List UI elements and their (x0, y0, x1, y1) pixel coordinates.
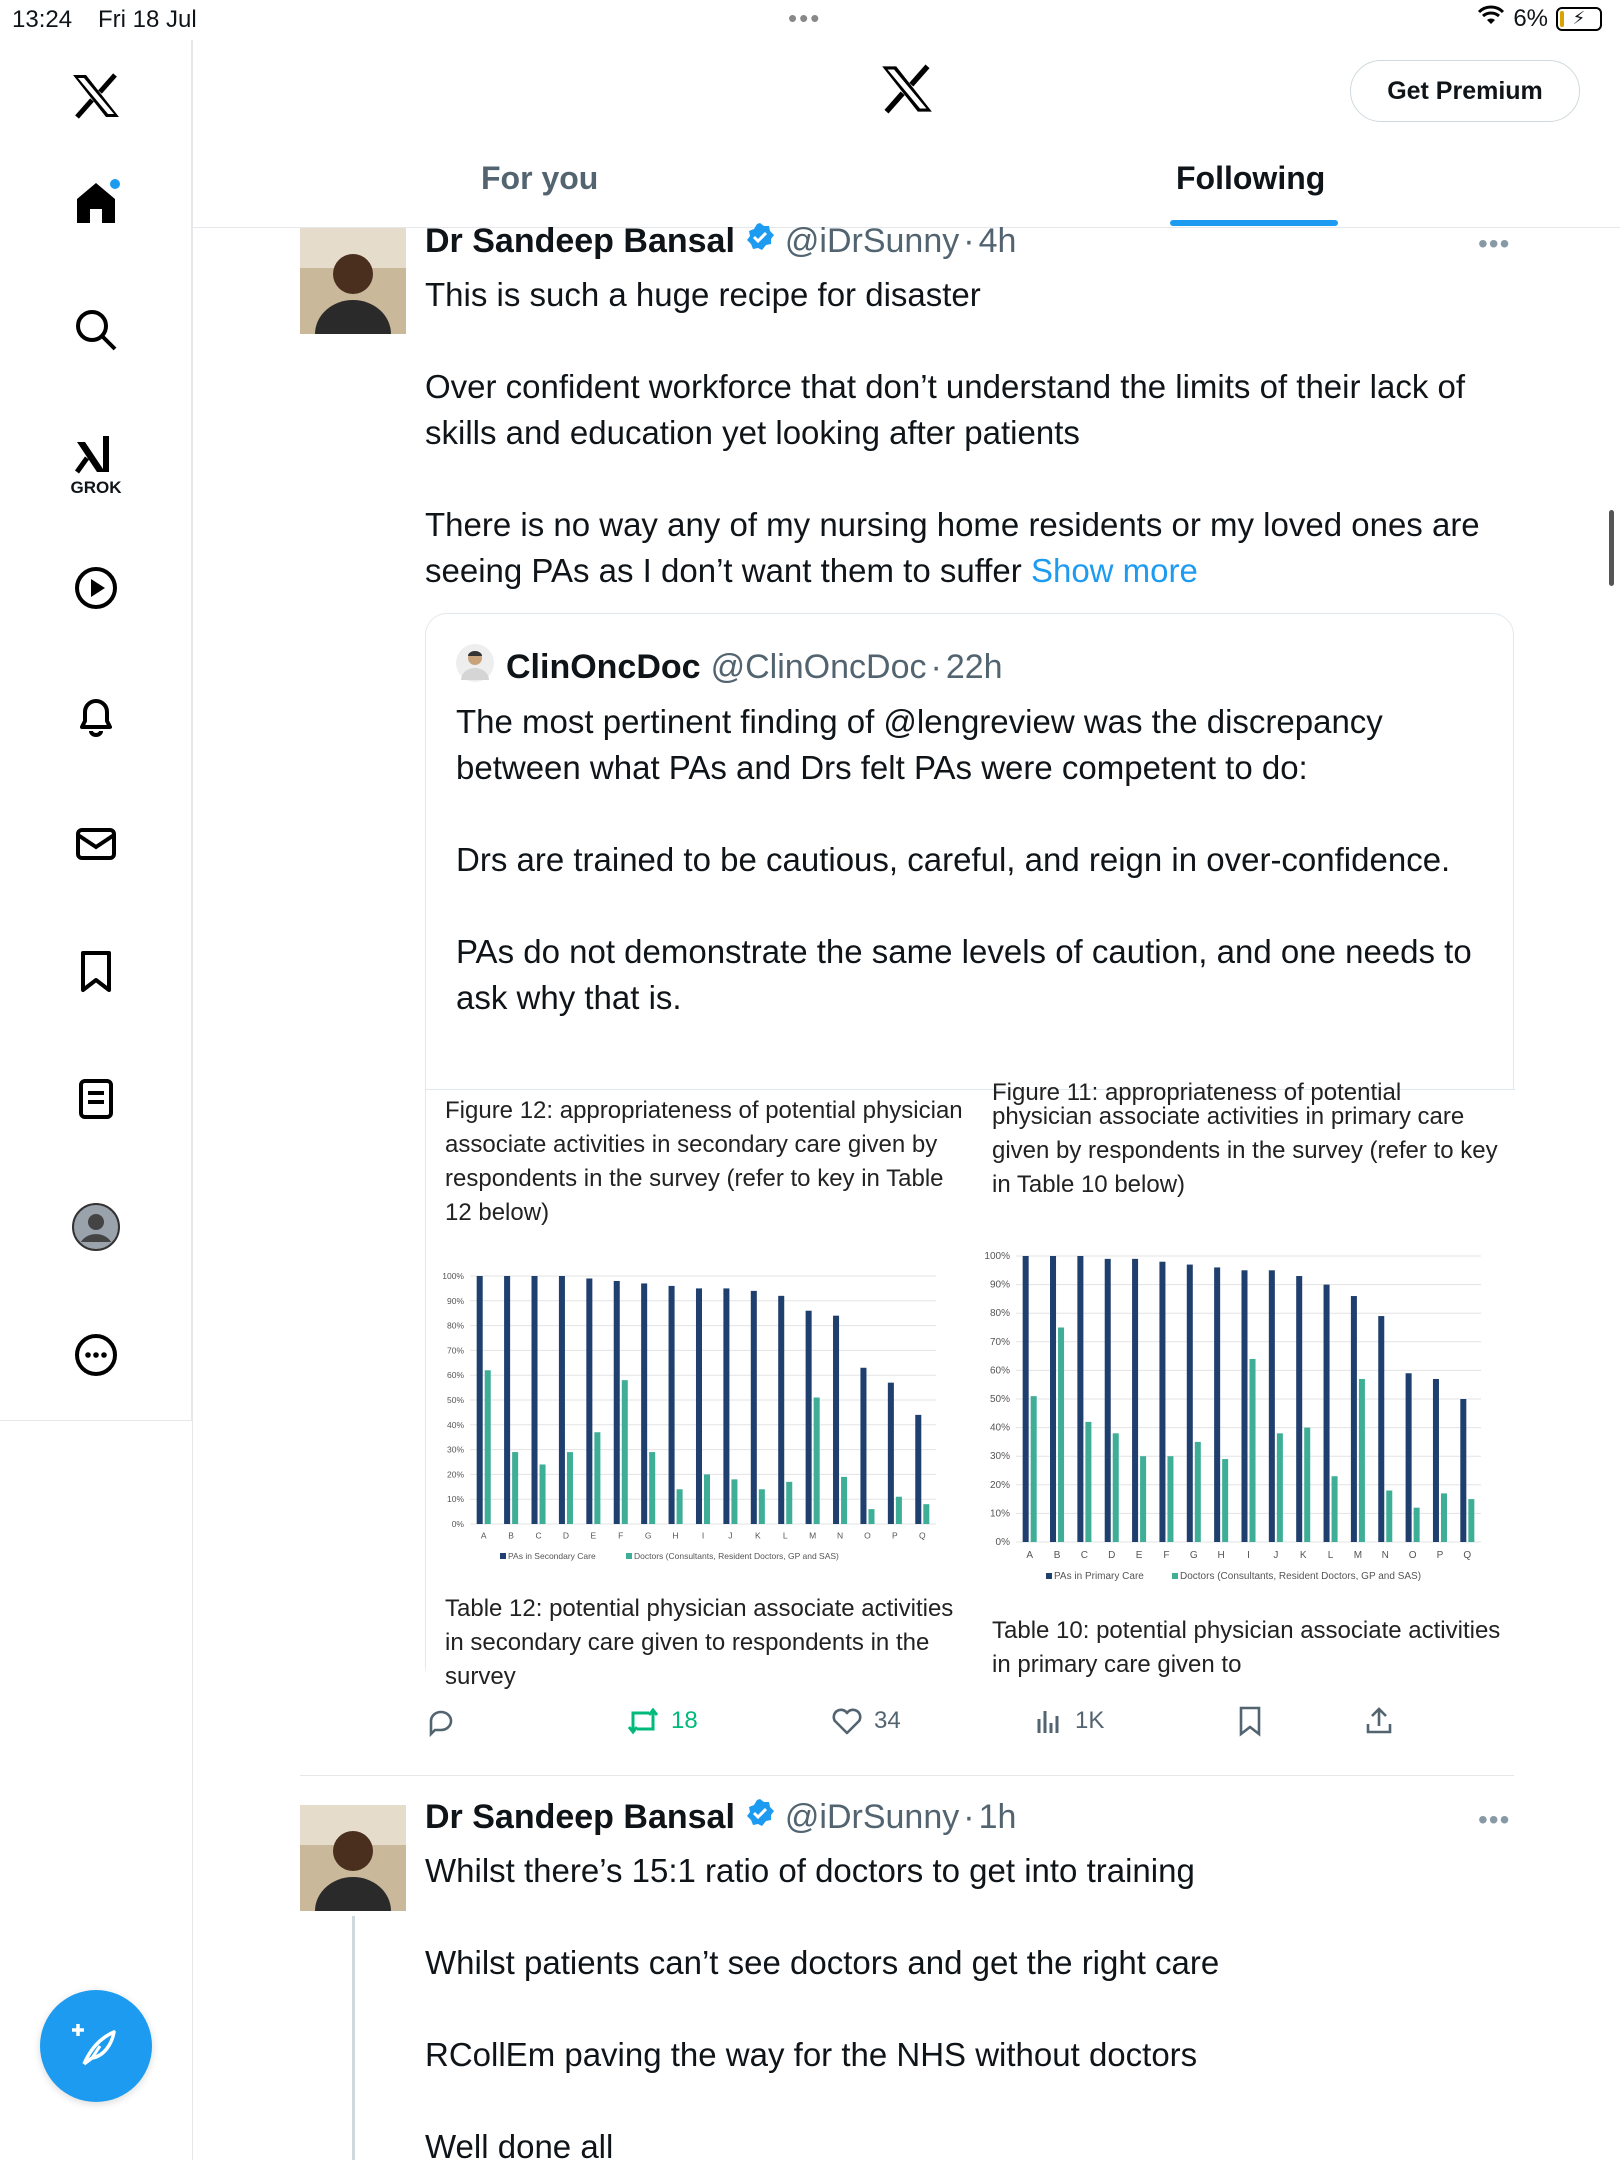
bar-P-series-1 (1433, 1379, 1439, 1542)
retweet-count: 18 (671, 1707, 698, 1734)
legend-label: Doctors (Consultants, Resident Doctors, GP and SAS) (634, 1551, 839, 1561)
x-tick-label: F (618, 1530, 624, 1541)
legend-label: PAs in Primary Care (1054, 1571, 1144, 1582)
bar-F-series-1 (614, 1281, 620, 1524)
sidebar-item-notifications[interactable] (68, 688, 124, 744)
get-premium-button[interactable]: Get Premium (1350, 60, 1580, 122)
bar-I-series-1 (1241, 1270, 1247, 1542)
bar-N-series-1 (1378, 1316, 1384, 1542)
bar-F-series-2 (622, 1380, 628, 1524)
thread-connector (352, 1916, 355, 2160)
x-tick-label: N (1381, 1550, 1389, 1561)
bar-J-series-2 (731, 1479, 737, 1524)
bar-E-series-1 (586, 1278, 592, 1524)
bar-E-series-2 (594, 1432, 600, 1524)
bar-F-series-2 (1167, 1456, 1173, 1542)
x-tick-label: I (701, 1530, 705, 1541)
more-options-icon[interactable]: ••• (1478, 228, 1511, 259)
y-tick-label: 20% (989, 1479, 1010, 1491)
author-name[interactable]: Dr Sandeep Bansal (425, 1798, 735, 1836)
bar-K-series-2 (759, 1489, 765, 1524)
bar-C-series-2 (540, 1464, 546, 1524)
legend-swatch (500, 1553, 506, 1559)
bar-L-series-1 (778, 1296, 784, 1524)
bar-N-series-2 (1386, 1491, 1392, 1542)
legend-swatch (1172, 1573, 1178, 1579)
search-icon (73, 307, 119, 353)
legend-label: PAs in Secondary Care (508, 1551, 596, 1561)
share-icon (1363, 1705, 1395, 1737)
tweet-body: This is such a huge recipe for disaster Over confident workforce that don’t understand the limits of their lack of skills and education yet looking after patients There is no way any of my nursing home residents or my loved ones are seeing PAs as I don’t want them to suffer (425, 276, 1480, 589)
grok-label: GROK (70, 478, 122, 497)
sidebar-item-lists[interactable] (68, 1071, 124, 1127)
bar-B-series-1 (504, 1276, 510, 1524)
bar-M-series-1 (806, 1311, 812, 1524)
bar-A-series-1 (1023, 1256, 1029, 1542)
x-tick-label: J (728, 1530, 733, 1541)
multitask-dots-icon[interactable]: ••• (788, 3, 822, 33)
avatar[interactable] (300, 228, 406, 334)
bar-N-series-2 (841, 1477, 847, 1524)
quote-text: The most pertinent finding of @lengreview was the discrepancy between what PAs and Drs felt PAs were competent to do: Drs are trained to be cautious, careful, and reign in over-confidence. PAs do not demonstrate the same levels of caution, and one needs to ask why that is. (456, 703, 1472, 1016)
bar-D-series-2 (567, 1452, 573, 1524)
list-icon (73, 1076, 119, 1122)
bar-H-series-2 (1222, 1459, 1228, 1542)
bar-A-series-1 (477, 1276, 483, 1524)
x-logo-icon[interactable] (68, 68, 124, 124)
views-button[interactable] (1033, 1705, 1104, 1737)
x-tick-label: M (1353, 1550, 1363, 1561)
bar-G-series-2 (649, 1452, 655, 1524)
bar-K-series-1 (751, 1291, 757, 1524)
quote-avatar[interactable] (456, 644, 494, 691)
tweet-text (425, 272, 1525, 594)
chart-footer-caption: Table 10: potential physician associate activities in primary care given to (992, 1617, 1501, 1678)
tab-following[interactable]: Following (1176, 160, 1326, 196)
bar-G-series-2 (1195, 1442, 1201, 1542)
analytics-icon (1033, 1705, 1065, 1737)
bar-A-series-2 (485, 1370, 491, 1524)
sidebar-item-more[interactable] (68, 1327, 124, 1383)
battery-icon: ⚡ (1556, 7, 1602, 31)
y-tick-label: 20% (446, 1469, 464, 1480)
column-divider (192, 40, 193, 2160)
bar-D-series-1 (559, 1276, 565, 1524)
y-tick-label: 40% (989, 1422, 1010, 1434)
bar-M-series-2 (814, 1398, 820, 1524)
bar-Q-series-2 (1468, 1499, 1474, 1542)
bar-D-series-2 (1113, 1433, 1119, 1542)
x-tick-label: O (864, 1530, 871, 1541)
quote-author-handle[interactable]: @ClinOncDoc (710, 648, 927, 686)
x-tick-label: N (836, 1530, 844, 1541)
grok-icon (73, 432, 119, 476)
sidebar (0, 40, 192, 1420)
y-tick-label: 10% (989, 1508, 1010, 1520)
x-tick-label: G (1189, 1550, 1198, 1561)
legend-label: Doctors (Consultants, Resident Doctors, GP and SAS) (1180, 1571, 1422, 1582)
reply-button[interactable] (425, 1705, 467, 1737)
y-tick-label: 60% (446, 1370, 464, 1381)
quote-header (456, 644, 1003, 691)
compose-button[interactable] (40, 1990, 152, 2102)
quote-time[interactable]: 22h (945, 648, 1003, 686)
y-tick-label: 90% (989, 1279, 1010, 1291)
y-tick-label: 100% (442, 1271, 464, 1281)
verified-badge-icon (745, 222, 775, 261)
bookmark-icon (73, 948, 119, 994)
x-tick-label: B (508, 1530, 514, 1541)
x-tick-label: P (1436, 1550, 1444, 1561)
bar-G-series-1 (1187, 1265, 1193, 1542)
x-tick-label: D (562, 1530, 570, 1541)
scrollbar[interactable] (1609, 510, 1614, 586)
bar-E-series-1 (1132, 1259, 1138, 1542)
verified-badge-icon (745, 1798, 775, 1837)
active-tab-indicator (1170, 220, 1338, 226)
tweet-text: Whilst there’s 15:1 ratio of doctors to get into training Whilst patients can’t see doctors and get the right care RCollEm paving the way for the NHS without doctors Well done all (425, 1852, 1220, 2165)
bar-B-series-1 (1050, 1256, 1056, 1542)
x-tick-label: Q (918, 1530, 926, 1541)
y-tick-label: 0% (995, 1537, 1010, 1548)
figure-12-image[interactable] (426, 1090, 974, 1690)
bar-Q-series-1 (915, 1415, 921, 1524)
tweet-header (425, 222, 1016, 261)
y-tick-label: 30% (446, 1444, 464, 1455)
x-tick-label: C (1080, 1550, 1088, 1561)
x-tick-label: J (1273, 1550, 1279, 1561)
bar-J-series-1 (723, 1288, 729, 1524)
bar-I-series-2 (1250, 1359, 1256, 1542)
x-tick-label: G (644, 1530, 652, 1541)
bar-P-series-1 (888, 1383, 894, 1524)
sidebar-item-profile[interactable] (68, 1199, 124, 1255)
more-options-icon[interactable]: ••• (1478, 1804, 1511, 1835)
y-tick-label: 70% (446, 1345, 464, 1356)
status-date: Fri 18 Jul (98, 6, 197, 33)
legend-swatch (626, 1553, 632, 1559)
y-tick-label: 80% (446, 1320, 464, 1331)
author-handle[interactable]: @iDrSunny (784, 1798, 960, 1836)
sidebar-item-video[interactable] (68, 560, 124, 616)
bar-O-series-2 (868, 1509, 874, 1524)
like-count: 34 (874, 1707, 901, 1734)
sidebar-item-messages[interactable] (68, 816, 124, 872)
x-tick-label: L (782, 1530, 788, 1541)
quote-author-name[interactable]: ClinOncDoc (506, 648, 701, 686)
bar-H-series-1 (1214, 1267, 1220, 1542)
bar-Q-series-1 (1460, 1399, 1466, 1542)
y-tick-label: 0% (451, 1519, 464, 1529)
bar-H-series-1 (669, 1286, 675, 1524)
chart-title: physician associate activities in primary care given by respondents in the survey (refer to key in Table 10 below) (992, 1103, 1498, 1198)
sidebar-item-home[interactable] (68, 174, 124, 230)
figure-11-chart (976, 1236, 1515, 1596)
legend-swatch (1046, 1573, 1052, 1579)
heart-icon (830, 1705, 864, 1737)
y-tick-label: 30% (989, 1451, 1010, 1463)
envelope-icon (73, 821, 119, 867)
status-time: 13:24 (12, 6, 73, 33)
x-tick-label: H (672, 1530, 679, 1541)
more-circle-icon (73, 1332, 119, 1378)
bar-C-series-2 (1085, 1422, 1091, 1542)
quote-media[interactable] (426, 1079, 1515, 1690)
x-tick-label: E (1135, 1550, 1143, 1561)
battery-percent: 6% (1513, 4, 1548, 32)
dot-separator: · (930, 648, 942, 686)
play-icon (73, 565, 119, 611)
bar-E-series-2 (1140, 1456, 1146, 1542)
bar-J-series-2 (1277, 1433, 1283, 1542)
dot-separator: · (963, 222, 975, 260)
bar-M-series-2 (1359, 1379, 1365, 1542)
x-tick-label: K (754, 1530, 761, 1541)
tab-for-you[interactable]: For you (481, 160, 599, 196)
bookmark-button[interactable] (1235, 1705, 1265, 1737)
bar-O-series-2 (1414, 1508, 1420, 1542)
avatar-icon (71, 1202, 121, 1252)
bar-I-series-1 (696, 1288, 702, 1524)
x-tick-label: B (1053, 1550, 1061, 1561)
tweet-actions (425, 1705, 1515, 1745)
y-tick-label: 10% (446, 1494, 464, 1505)
x-tick-label: C (535, 1530, 542, 1541)
x-logo-center-icon[interactable] (880, 64, 934, 119)
x-tick-label: Q (1463, 1550, 1472, 1561)
sidebar-item-grok[interactable] (68, 425, 124, 505)
x-tick-label: M (809, 1530, 817, 1541)
bar-K-series-2 (1304, 1428, 1310, 1542)
x-tick-label: D (1108, 1550, 1116, 1561)
bar-P-series-2 (1441, 1493, 1447, 1542)
bar-B-series-2 (1058, 1328, 1064, 1543)
figure-12-chart (426, 1252, 974, 1592)
bar-J-series-1 (1269, 1270, 1275, 1542)
bar-F-series-1 (1159, 1262, 1165, 1542)
bar-L-series-2 (1332, 1476, 1338, 1542)
bar-N-series-1 (833, 1316, 839, 1524)
y-tick-label: 80% (989, 1308, 1010, 1320)
bar-B-series-2 (512, 1452, 518, 1524)
x-tick-label: A (480, 1530, 487, 1541)
bar-G-series-1 (641, 1283, 647, 1524)
y-tick-label: 50% (989, 1394, 1010, 1405)
x-tick-label: I (1247, 1550, 1250, 1561)
tweet-header (425, 1798, 1016, 1837)
x-tick-label: O (1408, 1550, 1417, 1561)
reply-icon (425, 1705, 457, 1737)
compose-icon (70, 2020, 122, 2072)
bar-M-series-1 (1351, 1296, 1357, 1542)
x-tick-label: F (1163, 1550, 1170, 1561)
bar-C-series-1 (1077, 1256, 1083, 1542)
wifi-icon (1477, 4, 1505, 33)
x-tick-label: P (892, 1530, 898, 1541)
bar-P-series-2 (896, 1497, 902, 1524)
tweet-time[interactable]: 4h (978, 222, 1017, 260)
y-tick-label: 40% (446, 1419, 464, 1430)
author-name[interactable]: Dr Sandeep Bansal (425, 222, 735, 260)
clipped-heading: Figure 11: appropriateness of potential (992, 1079, 1402, 1106)
figure-11-image[interactable] (976, 1079, 1515, 1690)
bar-D-series-1 (1105, 1259, 1111, 1542)
avatar[interactable] (300, 1805, 406, 1911)
x-tick-label: E (590, 1530, 597, 1541)
bar-L-series-2 (786, 1482, 792, 1524)
sidebar-item-search[interactable] (68, 302, 124, 358)
tweet-divider (300, 1775, 1514, 1776)
home-icon (71, 177, 121, 227)
bell-icon (73, 693, 119, 739)
bar-Q-series-2 (923, 1504, 929, 1524)
bar-K-series-1 (1296, 1276, 1302, 1542)
y-tick-label: 70% (989, 1336, 1010, 1348)
x-tick-label: L (1327, 1550, 1334, 1561)
y-tick-label: 90% (446, 1295, 464, 1306)
view-count: 1K (1075, 1707, 1105, 1734)
sidebar-item-bookmarks[interactable] (68, 943, 124, 999)
quoted-tweet[interactable] (425, 613, 1514, 1688)
x-tick-label: K (1299, 1550, 1307, 1561)
chart-title: Figure 12: appropriateness of potential physician associate activities in secondary care given by respondents in the survey (refer to key in Table 12 below) (445, 1097, 963, 1226)
bar-A-series-2 (1031, 1396, 1037, 1542)
bookmark-icon (1235, 1705, 1265, 1737)
y-tick-label: 60% (989, 1365, 1010, 1377)
bar-O-series-1 (860, 1368, 866, 1524)
y-tick-label: 100% (984, 1251, 1010, 1262)
author-handle[interactable]: @iDrSunny (784, 222, 960, 260)
bar-H-series-2 (677, 1489, 683, 1524)
bar-L-series-1 (1324, 1285, 1330, 1542)
retweet-button[interactable] (625, 1705, 698, 1737)
status-bar (0, 0, 1620, 40)
y-tick-label: 50% (446, 1395, 464, 1405)
bar-O-series-1 (1406, 1373, 1412, 1542)
like-button[interactable] (830, 1705, 901, 1737)
x-tick-label: H (1217, 1550, 1225, 1561)
dot-separator: · (963, 1798, 975, 1836)
bar-C-series-1 (531, 1276, 537, 1524)
tweet-time[interactable]: 1h (978, 1798, 1017, 1836)
chart-footer-caption: Table 12: potential physician associate activities in secondary care given to respondents in the survey (445, 1595, 954, 1690)
x-tick-label: A (1026, 1550, 1034, 1561)
show-more-link[interactable]: Show more (1030, 552, 1198, 589)
bar-I-series-2 (704, 1474, 710, 1524)
retweet-icon (625, 1705, 661, 1737)
sidebar-divider (0, 1420, 192, 1421)
share-button[interactable] (1363, 1705, 1395, 1737)
